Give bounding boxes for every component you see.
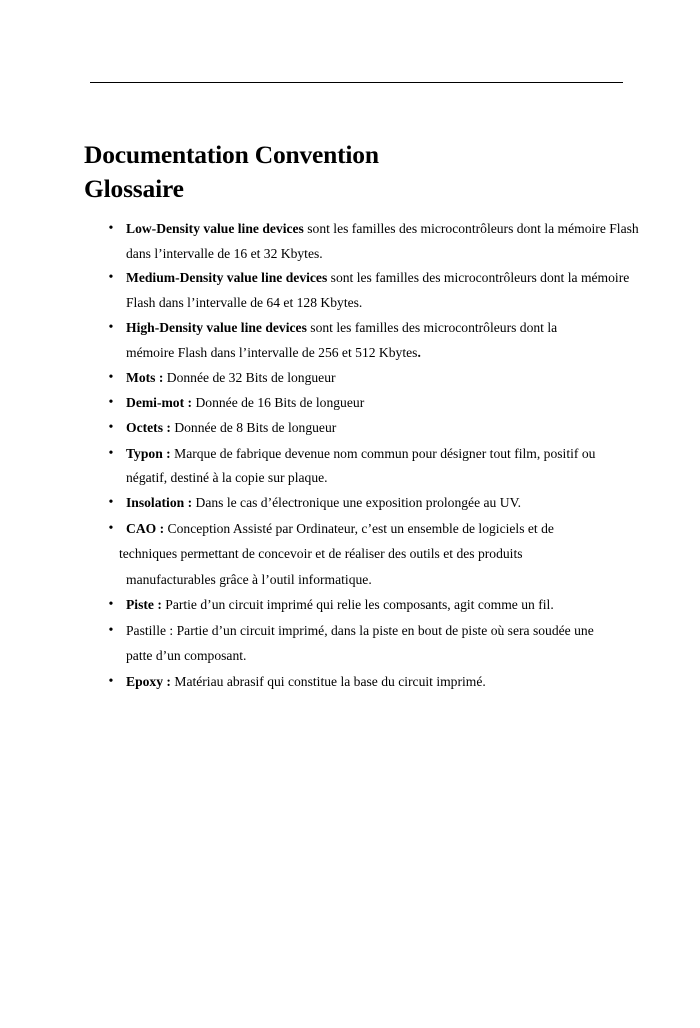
- bullet-icon: •: [108, 623, 114, 638]
- glossary-definition: Donnée de 16 Bits de longueur: [192, 395, 365, 410]
- bullet-icon: •: [108, 420, 114, 435]
- glossary-term: Octets :: [126, 420, 171, 435]
- header-rule: [90, 82, 623, 83]
- glossary-term: Epoxy :: [126, 674, 171, 689]
- bullet-icon: •: [108, 221, 114, 236]
- glossary-definition: Partie d’un circuit imprimé qui relie les composants, agit comme un fil.: [161, 597, 554, 612]
- bullet-icon: •: [108, 495, 114, 510]
- bullet-icon: •: [108, 597, 114, 612]
- glossary-term: Typon :: [126, 446, 171, 461]
- glossary-term: High-Density value line devices: [126, 320, 307, 335]
- definition-line: [126, 220, 639, 238]
- definition-line: [126, 369, 336, 387]
- bullet-icon: •: [108, 446, 114, 461]
- bullet-icon: •: [108, 395, 114, 410]
- bullet-icon: •: [108, 674, 114, 689]
- definition-line: [126, 596, 554, 614]
- definition-line: [126, 269, 629, 287]
- glossary-term: Piste :: [126, 597, 162, 612]
- bullet-icon: •: [108, 320, 114, 335]
- definition-line: [126, 419, 336, 437]
- glossary-term: Low-Density value line devices: [126, 221, 304, 236]
- glossary-definition: sont les familles des microcontrôleurs dont la mémoire: [327, 270, 630, 285]
- definition-line: [126, 319, 557, 337]
- glossary-definition: Dans le cas d’électronique une exposition prolongée au UV.: [192, 495, 522, 510]
- definition-line: [126, 344, 421, 362]
- glossary-term: Demi-mot :: [126, 395, 193, 410]
- definition-line: techniques permettant de concevoir et de réaliser des outils et des produits: [119, 546, 523, 561]
- glossary-definition: Donnée de 8 Bits de longueur: [170, 420, 337, 435]
- definition-line: Flash dans l’intervalle de 64 et 128 Kbytes.: [126, 295, 363, 310]
- glossary-definition-end: .: [417, 345, 421, 360]
- glossary-term: CAO :: [126, 521, 165, 536]
- definition-line: [126, 673, 486, 691]
- section-subtitle: Glossaire: [84, 174, 184, 203]
- bullet-icon: •: [108, 270, 114, 285]
- glossary-definition: Donnée de 32 Bits de longueur: [163, 370, 336, 385]
- glossary-term: Medium-Density value line devices: [126, 270, 328, 285]
- glossary-definition: sont les familles des microcontrôleurs dont la mémoire Flash: [303, 221, 639, 236]
- definition-line: patte d’un composant.: [126, 648, 247, 663]
- definition-line: dans l’intervalle de 16 et 32 Kbytes.: [126, 246, 323, 261]
- glossary-definition: mémoire Flash dans l’intervalle de 256 et 512 Kbytes: [126, 345, 418, 360]
- section-title: Documentation Convention: [84, 140, 379, 169]
- glossary-definition: Conception Assisté par Ordinateur, c’est un ensemble de logiciels et de: [164, 521, 554, 536]
- bullet-icon: •: [108, 370, 114, 385]
- definition-line: [126, 520, 554, 538]
- glossary-term: Insolation :: [126, 495, 193, 510]
- definition-line: Pastille : Partie d’un circuit imprimé, dans la piste en bout de piste où sera soudée une: [126, 623, 594, 638]
- glossary-definition: Matériau abrasif qui constitue la base du circuit imprimé.: [170, 674, 486, 689]
- definition-line: négatif, destiné à la copie sur plaque.: [126, 470, 328, 485]
- definition-line: [126, 494, 521, 512]
- glossary-definition: sont les familles des microcontrôleurs dont la: [306, 320, 558, 335]
- bullet-icon: •: [108, 521, 114, 536]
- definition-line: manufacturables grâce à l’outil informatique.: [126, 572, 372, 587]
- page-heading: [84, 138, 379, 206]
- definition-line: [126, 394, 364, 412]
- glossary-definition: Marque de fabrique devenue nom commun pour désigner tout film, positif ou: [170, 446, 596, 461]
- definition-line: [126, 445, 595, 463]
- glossary-term: Mots :: [126, 370, 164, 385]
